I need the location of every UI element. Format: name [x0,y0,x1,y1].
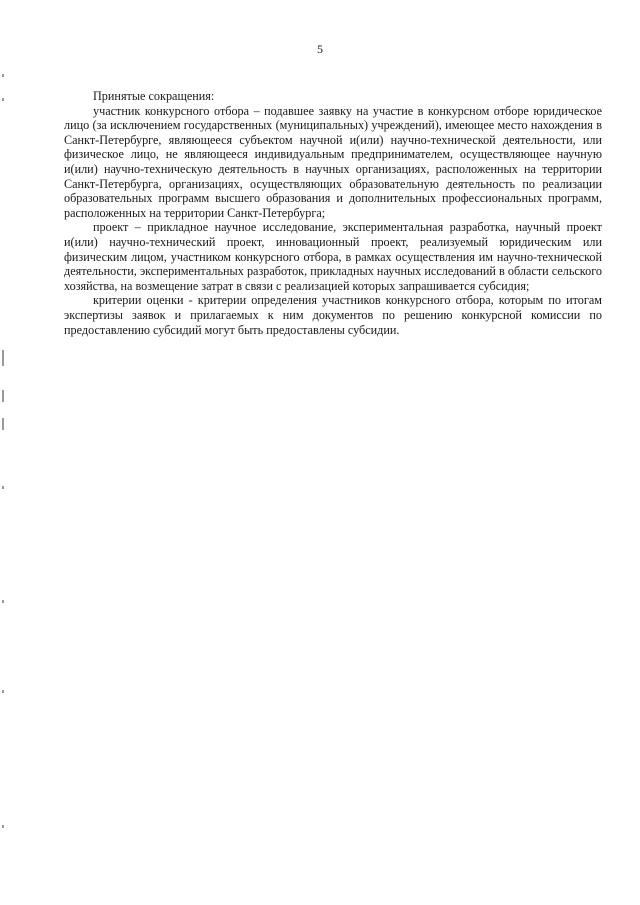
scan-margin-mark [2,390,4,402]
abbreviations-heading: Принятые сокращения: [93,89,215,103]
document-body [64,89,602,337]
definition-participant: участник конкурсного отбора – подавшее заявку на участие в конкурсном отборе юридическое лицо (за исключением государственных (муниципальных) учреждений), имеющее место нахождения в Санкт-Петербурге, являющееся субъектом научной и(или) научно-технической деятельности, или физическое лицо, не являющееся индивидуальным предпринимателем, осуществляющее научную и(или) научно-техническую деятельность в научных организациях, расположенных на территории Санкт-Петербурга, организациях, осуществляющих образовательную деятельность по реализации образовательных программ высшего образования и дополнительных профессиональных программ, расположенных на территории Санкт-Петербурга; [64,103,602,220]
definition-criteria: критерии оценки - критерии определения участников конкурсного отбора, которым по итогам экспертизы заявок и прилагаемых к ним документов по решению конкурсной комиссии по предоставлению субсидий могут быть предоставлены субсидии. [64,293,602,337]
scan-margin-mark [2,350,4,366]
scan-margin-mark [2,98,4,101]
scan-margin-mark [2,600,4,603]
scan-margin-mark [2,825,4,828]
scan-margin-mark [2,418,4,430]
scan-margin-mark [2,690,4,693]
scan-margin-mark [2,74,4,77]
scan-margin-mark [2,486,4,489]
definition-project: проект – прикладное научное исследование, экспериментальная разработка, научный проект и(или) научно-технический проект, инновационный проект, реализуемый юридическим или физическим лицом, участником конкурсного отбора, в рамках осуществления им научно-технической деятельности, экспериментальных разработок, прикладных научных исследований в области сельского хозяйства, на возмещение затрат в связи с реализацией которых запрашивается субсидия; [64,220,602,293]
page-number: 5 [317,42,323,56]
